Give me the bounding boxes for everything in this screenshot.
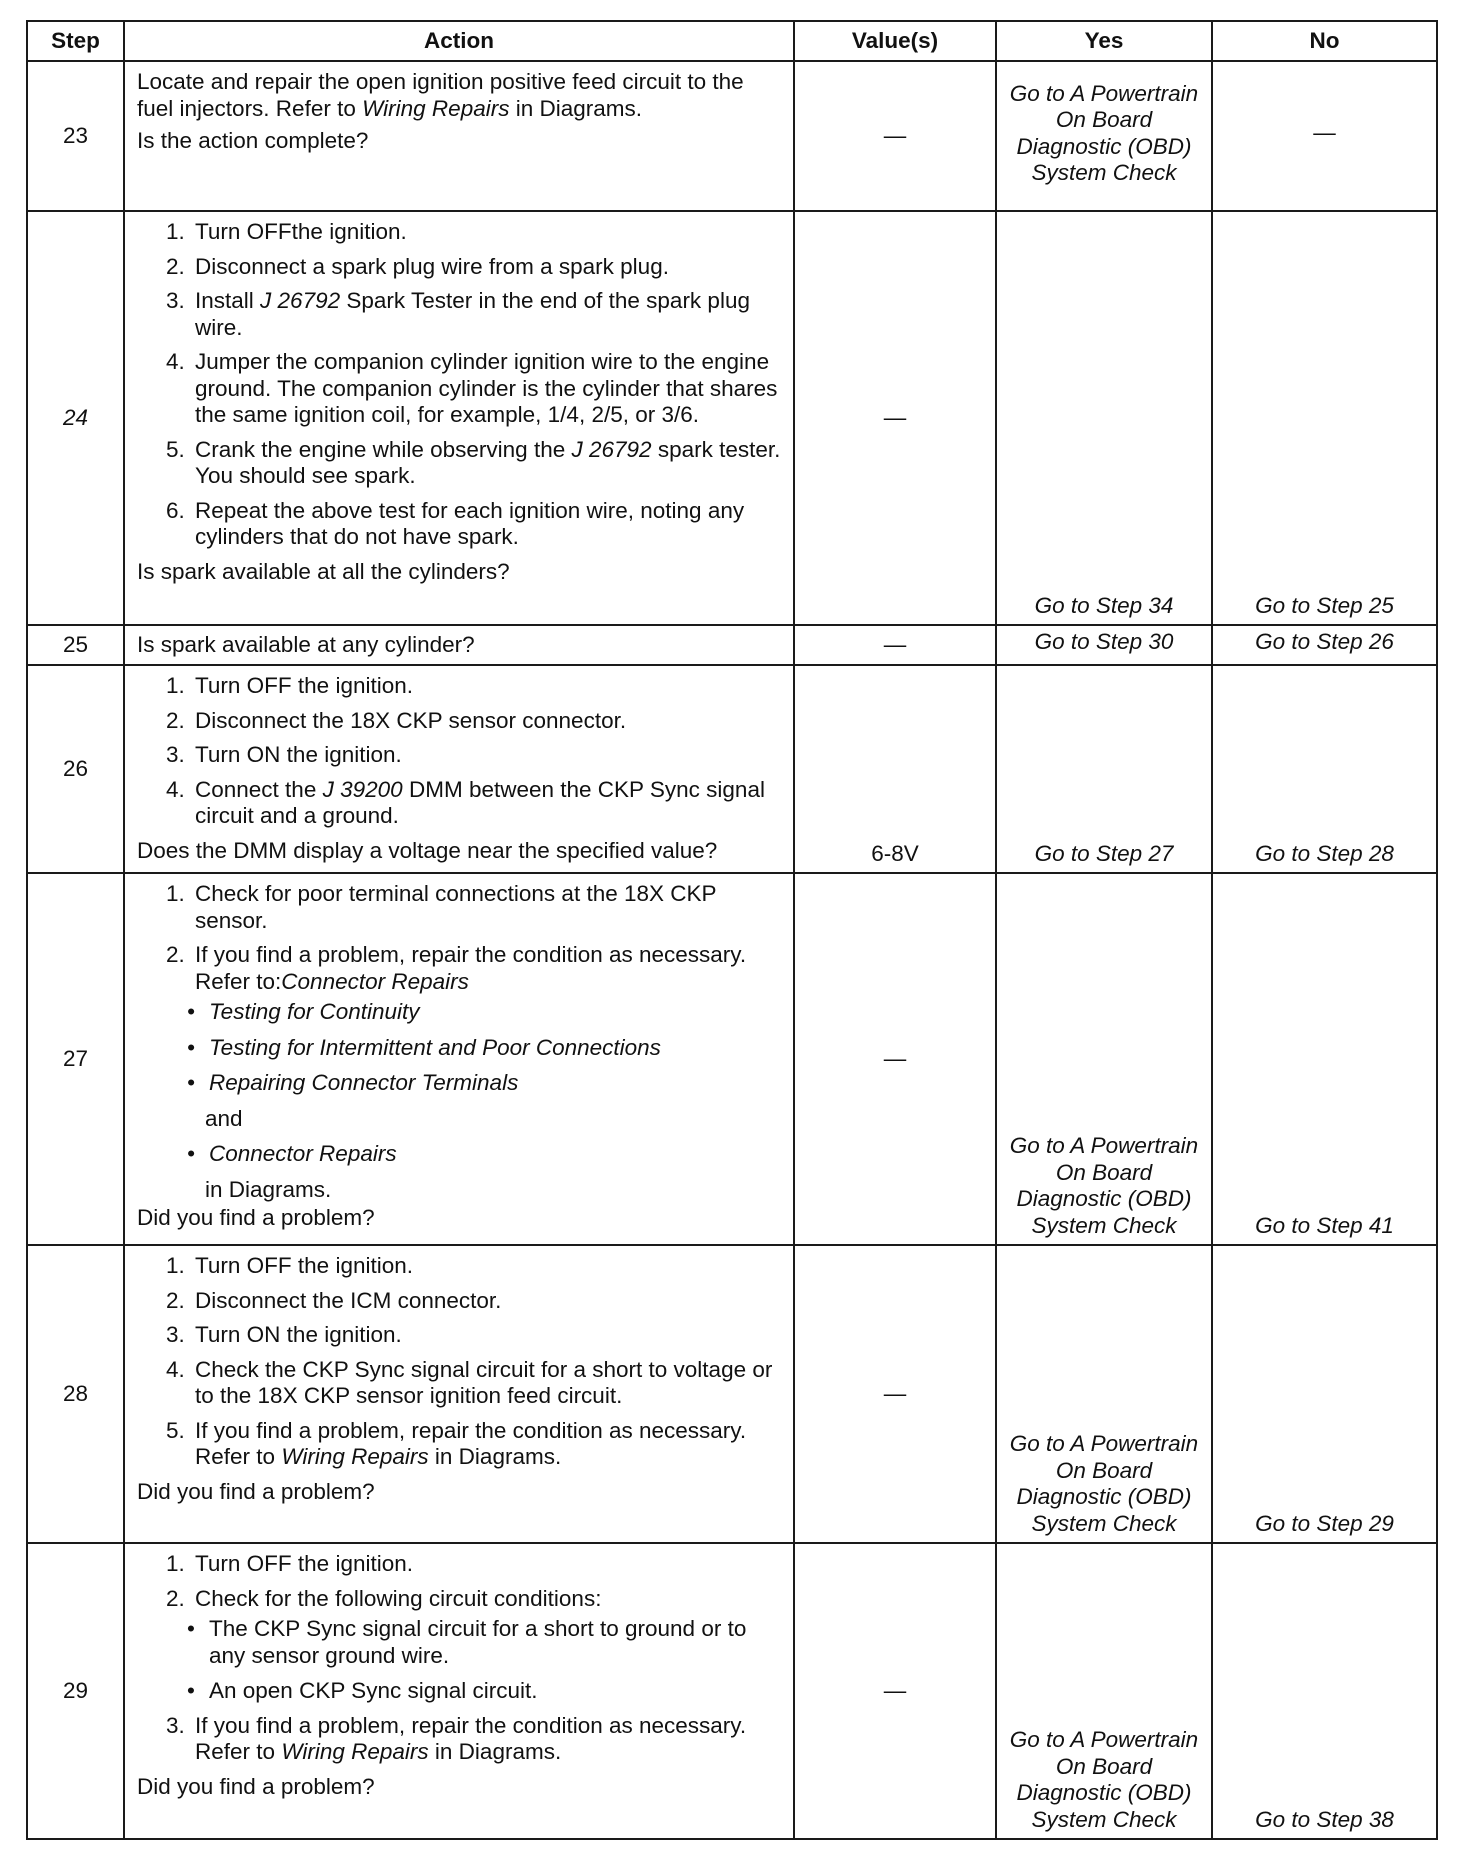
in-diagrams-text: in Diagrams. <box>205 1176 332 1202</box>
tool-ref: J 26792 <box>260 288 341 313</box>
wiring-repairs-ref: Wiring Repairs <box>281 1444 429 1469</box>
table-row-step-28 <box>27 1245 1437 1543</box>
step-number: 28 <box>27 1245 124 1543</box>
list-item: • Repairing Connector Terminals <box>205 1070 781 1097</box>
list-item: 3. Turn ON the ignition. <box>191 1322 781 1349</box>
value-cell: — <box>794 1543 996 1839</box>
reference-list <box>169 999 781 1097</box>
list-item: 1. Turn OFF the ignition. <box>191 1253 781 1280</box>
step-list <box>137 219 781 551</box>
value-cell: — <box>794 211 996 625</box>
yes-cell: Go to Step 34 <box>996 211 1212 625</box>
header-yes: Yes <box>996 21 1212 61</box>
action-cell <box>124 1245 794 1543</box>
list-item: 5. If you find a problem, repair the condition as necessary. Refer to Wiring Repairs in Diagrams. <box>191 1418 781 1471</box>
value-cell: — <box>794 1245 996 1543</box>
list-item: 1. Turn OFF the ignition. <box>191 673 781 700</box>
action-cell <box>124 665 794 873</box>
no-cell: Go to Step 29 <box>1212 1245 1437 1543</box>
table-row-step-23 <box>27 61 1437 211</box>
list-item: 2. Disconnect the 18X CKP sensor connector. <box>191 708 781 735</box>
table-row-step-25 <box>27 625 1437 665</box>
step-list <box>137 881 781 1203</box>
step-list <box>137 1253 781 1471</box>
header-action: Action <box>124 21 794 61</box>
list-item: 3. Install J 26792 Spark Tester in the end of the spark plug wire. <box>191 288 781 341</box>
action-question: Did you find a problem? <box>137 1478 375 1504</box>
list-item: 2. Disconnect the ICM connector. <box>191 1288 781 1315</box>
diagnostic-table-sheet <box>26 20 1436 1840</box>
action-question: Did you find a problem? <box>137 1205 375 1230</box>
tool-ref: J 26792 <box>571 436 652 462</box>
no-cell: Go to Step 26 <box>1212 625 1437 665</box>
condition-list <box>169 1616 781 1705</box>
yes-cell: Go to Step 27 <box>996 665 1212 873</box>
action-cell <box>124 873 794 1245</box>
header-values: Value(s) <box>794 21 996 61</box>
action-question: Is spark available at any cylinder? <box>124 625 794 665</box>
list-item: • An open CKP Sync signal circuit. <box>205 1678 781 1705</box>
yes-cell: Go to A Powertrain On Board Diagnostic (OBD) System Check <box>996 61 1212 211</box>
list-item: 2. If you find a problem, repair the condition as necessary. Refer to:Connector Repairs • Testing for Continuity • Testing for Intermittent and Poor Connections • Repairing Connector Terminals and • Connector Repairs in Diagrams. <box>191 942 781 1203</box>
no-cell: Go to Step 41 <box>1212 873 1437 1245</box>
value-cell: — <box>794 61 996 211</box>
table-row-step-27 <box>27 873 1437 1245</box>
reference-list <box>169 1141 781 1168</box>
list-item: 4. Check the CKP Sync signal circuit for a short to voltage or to the 18X CKP sensor ignition feed circuit. <box>191 1357 781 1410</box>
action-question: Did you find a problem? <box>137 1773 375 1799</box>
step-number: 27 <box>27 873 124 1245</box>
list-item: • Testing for Intermittent and Poor Connections <box>205 1035 781 1062</box>
step-number: 26 <box>27 665 124 873</box>
list-item: 2. Disconnect a spark plug wire from a spark plug. <box>191 254 781 281</box>
yes-cell: Go to A Powertrain On Board Diagnostic (OBD) System Check <box>996 1245 1212 1543</box>
diagnostic-table <box>26 20 1438 1840</box>
list-item: 1. Turn OFF the ignition. <box>191 1551 781 1578</box>
list-item: 1. Check for poor terminal connections at the 18X CKP sensor. <box>191 881 781 934</box>
table-row-step-24 <box>27 211 1437 625</box>
yes-cell: Go to A Powertrain On Board Diagnostic (OBD) System Check <box>996 873 1212 1245</box>
no-cell: Go to Step 28 <box>1212 665 1437 873</box>
header-step: Step <box>27 21 124 61</box>
step-list <box>137 1551 781 1766</box>
header-no: No <box>1212 21 1437 61</box>
wiring-repairs-ref: Wiring Repairs <box>362 95 510 121</box>
list-item: 1. Turn OFFthe ignition. <box>191 219 781 246</box>
action-question: Does the DMM display a voltage near the specified value? <box>137 837 718 863</box>
no-cell: Go to Step 38 <box>1212 1543 1437 1839</box>
list-item: 5. Crank the engine while observing the J 26792 spark tester. You should see spark. <box>191 437 781 490</box>
step-number: 23 <box>27 61 124 211</box>
action-cell <box>124 1543 794 1839</box>
and-text: and <box>205 1105 243 1131</box>
yes-cell: Go to Step 30 <box>996 625 1212 665</box>
yes-cell: Go to A Powertrain On Board Diagnostic (OBD) System Check <box>996 1543 1212 1839</box>
action-text: Locate and repair the open ignition positive feed circuit to the fuel injectors. Refer to Wiring Repairs in Diagrams. <box>137 69 744 121</box>
list-item: 2. Check for the following circuit conditions: • The CKP Sync signal circuit for a short to ground or to any sensor ground wire. • An open CKP Sync signal circuit. <box>191 1586 781 1705</box>
action-question: Is spark available at all the cylinders? <box>137 558 510 584</box>
table-row-step-26 <box>27 665 1437 873</box>
connector-repairs-ref: Connector Repairs <box>281 968 469 994</box>
action-question: Is the action complete? <box>137 128 369 153</box>
tool-ref: J 39200 <box>322 776 403 802</box>
list-item: 4. Jumper the companion cylinder ignition wire to the engine ground. The companion cylinder is the cylinder that shares the same ignition coil, for example, 1/4, 2/5, or 3/6. <box>191 349 781 429</box>
table-row-step-29 <box>27 1543 1437 1839</box>
wiring-repairs-ref: Wiring Repairs <box>281 1739 429 1764</box>
action-cell <box>124 61 794 211</box>
action-cell <box>124 211 794 625</box>
step-list <box>137 673 781 830</box>
step-number: 25 <box>27 625 124 665</box>
list-item: • Testing for Continuity <box>205 999 781 1026</box>
value-cell: 6-8V <box>794 665 996 873</box>
value-cell: — <box>794 873 996 1245</box>
list-item: • The CKP Sync signal circuit for a short to ground or to any sensor ground wire. <box>205 1616 781 1669</box>
list-item: 3. If you find a problem, repair the condition as necessary. Refer to Wiring Repairs in Diagrams. <box>191 1713 781 1766</box>
no-cell: — <box>1212 61 1437 211</box>
step-number: 24 <box>27 211 124 625</box>
list-item: 4. Connect the J 39200 DMM between the CKP Sync signal circuit and a ground. <box>191 777 781 830</box>
value-cell: — <box>794 625 996 665</box>
header-row <box>27 21 1437 61</box>
list-item: • Connector Repairs <box>205 1141 781 1168</box>
step-number: 29 <box>27 1543 124 1839</box>
list-item: 6. Repeat the above test for each ignition wire, noting any cylinders that do not have spark. <box>191 498 781 551</box>
list-item: 3. Turn ON the ignition. <box>191 742 781 769</box>
no-cell: Go to Step 25 <box>1212 211 1437 625</box>
